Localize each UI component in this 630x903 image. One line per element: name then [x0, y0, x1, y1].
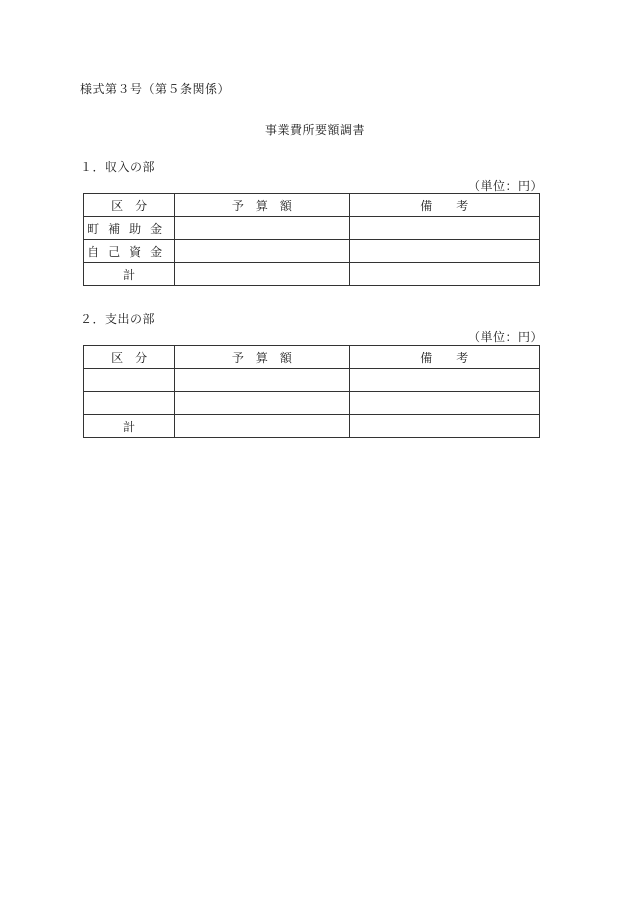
- income-budget-cell[interactable]: [175, 240, 349, 263]
- income-notes-cell[interactable]: [349, 217, 539, 240]
- income-heading: １．収入の部: [80, 160, 156, 174]
- income-total-label: 計: [84, 263, 175, 286]
- table-row: [84, 369, 540, 392]
- form-number: 様式第３号（第５条関係）: [80, 82, 231, 96]
- table-row: [84, 263, 540, 286]
- expense-budget-cell[interactable]: [175, 369, 349, 392]
- table-row: [84, 392, 540, 415]
- expense-unit-note: （単位：円）: [467, 330, 543, 344]
- income-category-cell: 自己資金: [84, 240, 175, 263]
- income-header-row: [84, 194, 540, 217]
- expense-header-budget: 予 算 額: [175, 346, 349, 369]
- expense-budget-cell[interactable]: [175, 392, 349, 415]
- document-title: 事業費所要額調書: [264, 123, 365, 137]
- expense-heading: ２．支出の部: [80, 312, 156, 326]
- expense-notes-cell[interactable]: [349, 392, 539, 415]
- expense-header-notes: 備 考: [349, 346, 539, 369]
- income-header-budget: 予 算 額: [175, 194, 349, 217]
- expense-header-row: [84, 346, 540, 369]
- income-header-category: 区 分: [84, 194, 175, 217]
- income-budget-cell[interactable]: [175, 263, 349, 286]
- income-header-notes: 備 考: [349, 194, 539, 217]
- expense-total-label: 計: [84, 415, 175, 438]
- table-row: [84, 217, 540, 240]
- expense-table: [83, 345, 540, 438]
- expense-category-cell[interactable]: [84, 392, 175, 415]
- table-row: [84, 415, 540, 438]
- income-category-cell: 町補助金: [84, 217, 175, 240]
- expense-header-category: 区 分: [84, 346, 175, 369]
- table-row: [84, 240, 540, 263]
- income-unit-note: （単位：円）: [467, 179, 543, 193]
- expense-budget-cell[interactable]: [175, 415, 349, 438]
- income-budget-cell[interactable]: [175, 217, 349, 240]
- income-table: [83, 193, 540, 286]
- income-notes-cell[interactable]: [349, 263, 539, 286]
- expense-notes-cell[interactable]: [349, 369, 539, 392]
- income-notes-cell[interactable]: [349, 240, 539, 263]
- expense-category-cell[interactable]: [84, 369, 175, 392]
- expense-notes-cell[interactable]: [349, 415, 539, 438]
